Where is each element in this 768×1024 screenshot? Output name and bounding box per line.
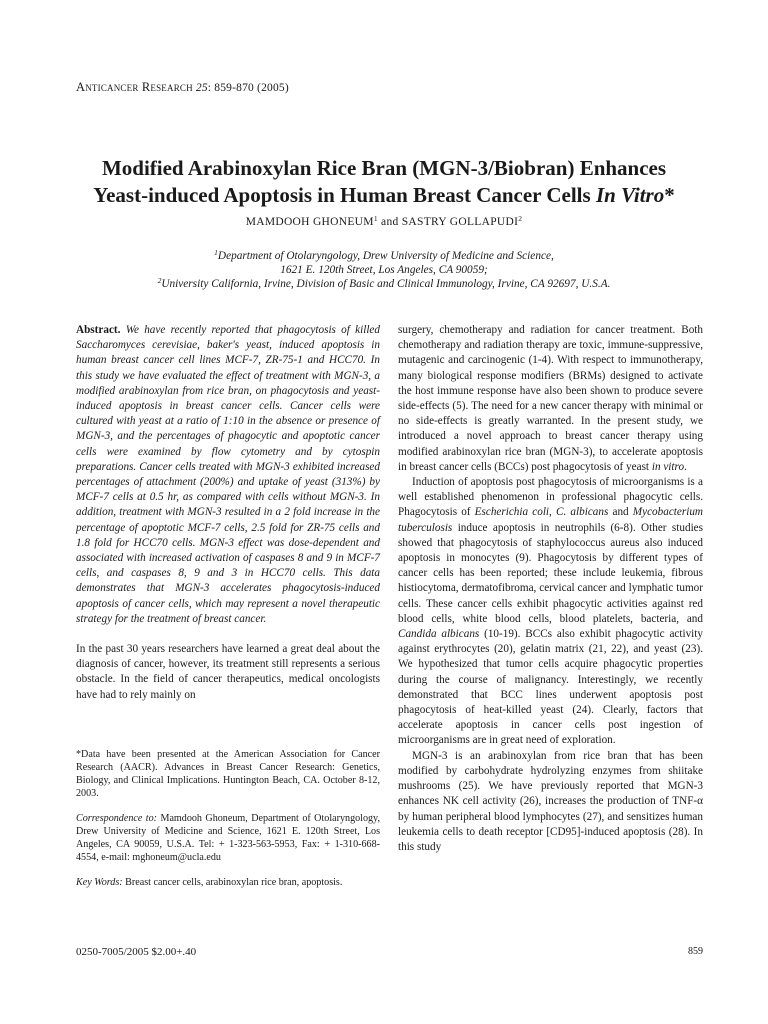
p2-text-i: (10-19). BCCs also exhibit phagocytic activity against erythrocytes (20), gelatin matrix (21, 22), and yeast (23). We hypothesized that tumor cells acquire phagocytic properties during the course of malignancy. Interestingly, we recently demonstrated that BCC lines underwent apoptosis post phagocytosis of heat-killed yeast (24). Clearly, factors that accelerate apoptosis in cancer cells post ingestion of microorganisms are in great need of exploration. <box>398 628 703 747</box>
journal-volume: 25 <box>195 82 208 94</box>
author-conj: and <box>377 216 402 228</box>
footnote-presentation: *Data have been presented at the American Association for Cancer Research (AACR). Advances in Breast Cancer Research: Genetics, Biology, and Clinical Implications. Huntington Beach, CA. October 8-12, 2003. <box>76 749 380 799</box>
title-line-1: Modified Arabinoxylan Rice Bran (MGN-3/Biobran) Enhances <box>101 156 667 180</box>
body-paragraph-2 <box>398 475 703 749</box>
affiliation-line-1 <box>40 249 728 263</box>
abstract-text: We have recently reported that phagocytosis of killed Saccharomyces cerevisiae, baker's yeast, induced apoptosis in human breast cancer cell lines MCF-7, ZR-75-1 and HCC70. In this study we have evaluated the effect of treatment with MGN-3, a modified arabinoxylan from rice bran, on phagocytosis and yeast-induced apoptosis in breast cancer cells. Cancer cells were cultured with yeast at a ratio of 1:10 in the absence or presence of MGN-3, and the percentages of phagocytic and apoptotic cancer cells were examined by flow cytometry and by cytospin preparations. Cancer cells treated with MGN-3 exhibited increased percentages of attachment (200%) and uptake of yeast (313%) by MCF-7 cells at 0.5 hr, as compared with cells without MGN-3. In addition, treatment with MGN-3 resulted in a 2 fold increase in the percentage of apoptotic MCF-7 cells, 2.5 fold for ZR-75 cells and 1.8 fold for HCC70 cells. MGN-3 effect was dose-dependent and associated with increased activation of caspases 8 and 9 in MCF-7 cells, and caspases 8, 9 and 3 in HCC70 cells. This data demonstrates that MGN-3 accelerates phagocytosis-induced apoptosis of cancer cells, which may represent a novel therapeutic strategy for the treatment of breast cancer. <box>76 324 380 625</box>
affiliation-1-sup: 1 <box>214 248 218 257</box>
intro-paragraph: In the past 30 years researchers have learned a great deal about the diagnosis of cancer, however, its treatment still represents a serious obstacle. In the field of cancer therapeutics, medical oncologists have had to rely mainly on <box>76 643 380 701</box>
affiliation-2-text: University California, Irvine, Division of Basic and Clinical Immunology, Irvine, CA 92697, U.S.A. <box>161 278 611 290</box>
correspondence-text: Mamdooh Ghoneum, Department of Otolaryngology, Drew University of Medicine and Science, 1621 E. 120th Street, Los Angeles, CA 90059, U.S.A. Tel: + 1-323-563-5953, Fax: + 1-310-668-4554, e-mail: mghoneum@ucla.edu <box>76 813 380 863</box>
right-column <box>398 323 703 855</box>
keywords-text: Breast cancer cells, arabinoxylan rice bran, apoptosis. <box>122 877 343 888</box>
p1-text: surgery, chemotherapy and radiation for cancer treatment. Both chemotherapy and radiation therapy are toxic, immune-suppressive, mutagenic and carcinogenic (1-4). With respect to immunotherapy, many biological response modifiers (BRMs) designed to activate the host immune response have also been shown to produce severe side-effects (5). The need for a new cancer therapy with minimal or no side-effects is greatly warranted. In the present study, we introduced a novel approach to breast cancer therapy using modified arabinoxylan rice bran (MGN-3), to accelerate apoptosis in breast cancer cells (BCCs) post phagocytosis of yeast <box>398 324 703 473</box>
author-1-sup: 1 <box>373 214 378 223</box>
title-star: * <box>664 183 675 207</box>
footnote-keywords <box>76 876 380 889</box>
body-paragraph-3: MGN-3 is an arabinoxylan from rice bran that has been modified by carbohydrate hydrolyzing enzymes from shiitake mushrooms (25). We have previously reported that MGN-3 enhances NK cell activity (26), increases the production of TNF-α by human peripheral blood lymphocytes (27), and sensitizes human leukemia cells to death receptor [CD95]-induced apoptosis (28). In this study <box>398 749 703 853</box>
author-list <box>0 216 768 228</box>
footnote-correspondence <box>76 812 380 864</box>
journal-name: Anticancer Research <box>76 80 193 94</box>
footer-issn: 0250-7005/2005 $2.00+.40 <box>76 946 197 958</box>
paper-title <box>40 155 728 209</box>
page-number: 859 <box>688 946 703 957</box>
author-2-sup: 2 <box>518 214 523 223</box>
p2-text-a: Induction of apoptosis post phagocytosis of microorganisms is a well established phenomenon in professional phagocytic cells. Phagocytosis of <box>398 476 703 519</box>
title-line-2 <box>40 182 728 209</box>
journal-citation <box>76 80 289 95</box>
correspondence-label: Correspondence to: <box>76 813 158 824</box>
p2-italic-mtb: Mycobacterium tuberculosis <box>398 506 704 534</box>
p2-text-g: induce apoptosis in neutrophils (6-8). Other studies showed that phagocytosis of staphylococcus aureus also induced apoptosis in monocytes (9). Phagocytosis by different types of cancer cells has been reported; these include leukemia, fibrous histiocytoma, dermatofibroma, cervical cancer and lymphatic tumor cells. These cancer cells exhibit phagocytic activities against red blood cells, white blood cells, blood platelets, bacteria, and <box>398 521 703 625</box>
footnotes <box>76 748 380 901</box>
p1-italic: in vitro <box>651 460 685 473</box>
body-paragraph-1 <box>398 323 703 475</box>
affiliations <box>40 249 728 291</box>
title-in-vitro: In Vitro <box>595 183 665 207</box>
left-column <box>76 323 380 703</box>
journal-pages: : 859-870 (2005) <box>207 82 289 94</box>
affiliation-2-sup: 2 <box>157 276 162 285</box>
abstract-label: Abstract. <box>76 324 121 336</box>
p2-italic-candida: Candida albicans <box>398 628 480 641</box>
author-2: SASTRY GOLLAPUDI <box>401 216 519 228</box>
p2-italic-ecoli: Escherichia coli <box>474 506 550 519</box>
title-line-2-main: Yeast-induced Apoptosis in Human Breast Cancer Cells <box>93 183 596 207</box>
affiliation-1-text: Department of Otolaryngology, Drew University of Medicine and Science, <box>217 250 554 262</box>
affiliation-line-2: 1621 E. 120th Street, Los Angeles, CA 90059; <box>280 264 488 276</box>
p2-italic-calbicans: C. albicans <box>556 506 609 519</box>
affiliation-line-3 <box>40 277 728 291</box>
p2-text-e: and <box>608 506 633 519</box>
p1-end: . <box>684 460 687 473</box>
abstract <box>76 323 380 627</box>
author-1: MAMDOOH GHONEUM <box>245 216 374 228</box>
keywords-label: Key Words: <box>76 877 123 888</box>
p2-text-c: , <box>549 506 556 519</box>
